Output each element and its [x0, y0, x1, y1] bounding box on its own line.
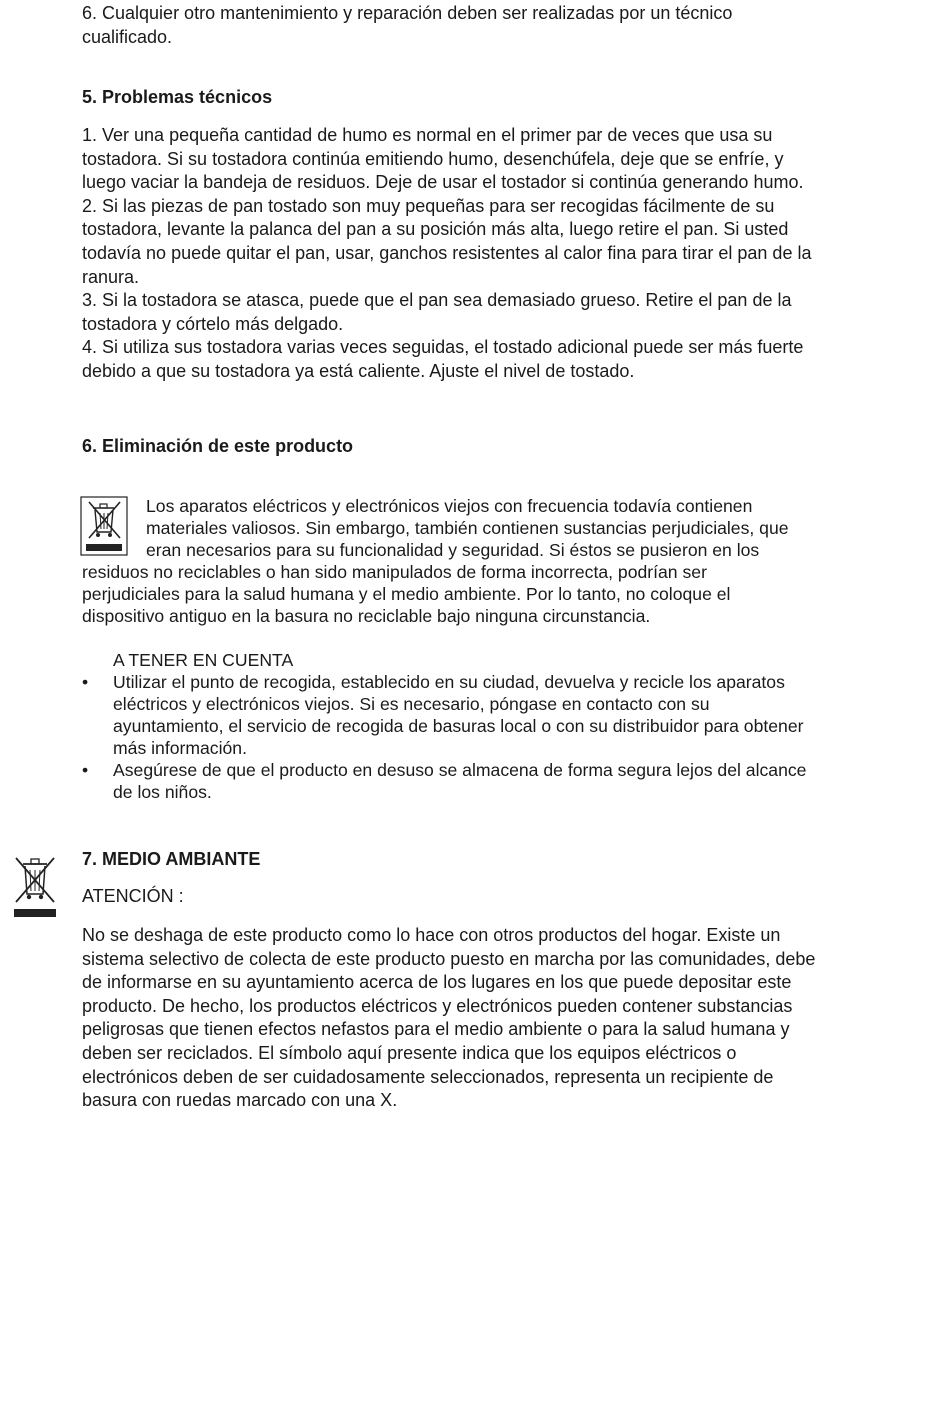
maintenance-paragraph: [82, 2, 872, 49]
text-line: tostadora y córtelo más delgado.: [82, 313, 344, 334]
text-line: 6. Cualquier otro mantenimiento y reparación deben ser realizadas por un técnico: [82, 3, 733, 23]
text-line: 2. Si las piezas de pan tostado son muy pequeñas para ser recogidas fácilmente de su: [82, 195, 775, 216]
bullet-icon: •: [82, 672, 89, 692]
text-line: de los niños.: [113, 782, 212, 802]
section-7-heading: 7. MEDIO AMBIANTE: [82, 849, 261, 869]
list-item: [82, 671, 882, 759]
section-7-body: [82, 924, 872, 1113]
text-line: 3. Si la tostadora se atasca, puede que el pan sea demasiado grueso. Retire el pan de la: [82, 290, 792, 311]
text-line: dispositivo antiguo en la basura no reciclable bajo ninguna circunstancia.: [82, 606, 651, 626]
text-line: eran necesarios para su funcionalidad y seguridad. Si éstos se pusieron en los: [146, 540, 760, 560]
text-line: 1. Ver una pequeña cantidad de humo es normal en el primer par de veces que usa su: [82, 125, 773, 145]
text-line: producto. De hecho, los productos eléctricos y electrónicos pueden contener substancias: [82, 995, 793, 1016]
text-line: de informarse en su ayuntamiento acerca de los lugares en los que puede depositar este: [82, 972, 792, 993]
bullet-icon: •: [82, 760, 89, 780]
text-line: todavía no puede quitar el pan, usar, ganchos resistentes al calor fina para tirar el pan de la: [82, 242, 812, 263]
section-6-paragraph: [82, 495, 882, 627]
text-line: peligrosas que tienen efectos nefastos para el medio ambiente o para la salud humana y: [82, 1019, 790, 1040]
text-line: eléctricos y electrónicos viejos. Si es necesario, póngase en contacto con su: [113, 694, 710, 714]
section-6-heading: 6. Eliminación de este producto: [82, 436, 354, 456]
text-line: materiales valiosos. Sin embargo, también contienen sustancias perjudiciales, que: [146, 518, 789, 538]
text-line: Asegúrese de que el producto en desuso se almacena de forma segura lejos del alcance: [113, 760, 807, 780]
text-line: residuos no reciclables o han sido manipulados de forma incorrecta, podrían ser: [82, 562, 707, 582]
text-line: 4. Si utiliza sus tostadora varias veces seguidas, el tostado adicional puede ser más fuerte: [82, 337, 804, 358]
text-line: tostadora. Si su tostadora continúa emitiendo humo, desenchúfela, deje que se enfríe, y: [82, 148, 784, 169]
text-line: luego vaciar la bandeja de residuos. Deje de usar el tostador si continúa generando humo.: [82, 172, 804, 193]
note-title: A TENER EN CUENTA: [113, 650, 294, 670]
section-5-body: [82, 124, 872, 384]
text-line: ayuntamiento, el servicio de recogida de basuras local o con su distribuidor para obtener: [113, 716, 804, 736]
text-line: más información.: [113, 738, 247, 758]
weee-bin-icon: [10, 854, 60, 920]
section-5-heading: 5. Problemas técnicos: [82, 87, 273, 107]
section-7-subtitle: ATENCIÓN :: [82, 886, 184, 906]
text-line: Los aparatos eléctricos y electrónicos viejos con frecuencia todavía contienen: [146, 496, 753, 516]
text-line: electrónicos deben de ser cuidadosamente seleccionados, representa un recipiente de: [82, 1066, 774, 1087]
note-list: [82, 649, 882, 803]
text-line: tostadora, levante la palanca del pan a su posición más alta, luego retire el pan. Si usted: [82, 219, 789, 240]
text-line: cualificado.: [82, 26, 173, 47]
text-line: Utilizar el punto de recogida, establecido en su ciudad, devuelva y recicle los aparatos: [113, 672, 785, 692]
text-line: deben ser reciclados. El símbolo aquí presente indica que los equipos eléctricos o: [82, 1042, 737, 1063]
text-line: No se deshaga de este producto como lo hace con otros productos del hogar. Existe un: [82, 925, 781, 945]
text-line: debido a que su tostadora ya está caliente. Ajuste el nivel de tostado.: [82, 360, 635, 381]
text-line: basura con ruedas marcado con una X.: [82, 1090, 398, 1111]
text-line: perjudiciales para la salud humana y el medio ambiente. Por lo tanto, no coloque el: [82, 584, 731, 604]
list-item: [82, 759, 882, 803]
text-line: ranura.: [82, 266, 140, 287]
text-line: sistema selectivo de colecta de este producto puesto en marcha por las comunidades, debe: [82, 948, 816, 969]
